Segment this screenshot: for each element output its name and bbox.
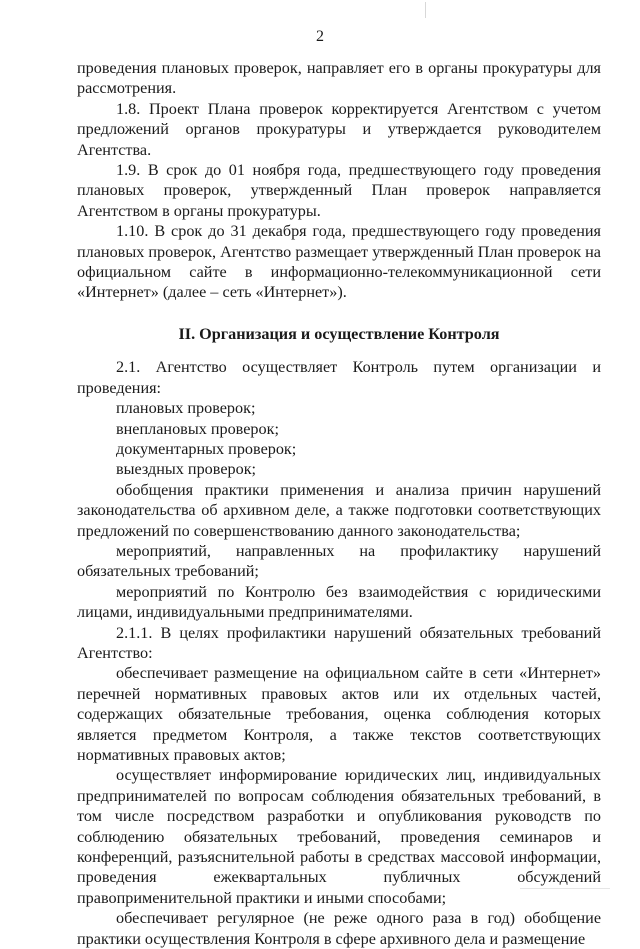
paragraph-1-10: 1.10. В срок до 31 декабря года, предшествующего году проведения плановых проверок, Агентство размещает утвержденный План проверок на официальном сайте в информационно-телекоммуникационной сети «Интернет» (далее – сеть «Интернет»). bbox=[77, 222, 601, 302]
paragraph-1-8: 1.8. Проект Плана проверок корректируется Агентством с учетом предложений органов прокуратуры и утверждается руководителем Агентства. bbox=[77, 99, 601, 159]
paragraph-1-9: 1.9. В срок до 01 ноября года, предшествующего году проведения плановых проверок, утвержденный План проверок направляется Агентством в органы прокуратуры. bbox=[77, 161, 601, 220]
list-item-unplanned: внеплановых проверок; bbox=[116, 419, 279, 438]
document-body bbox=[77, 58, 601, 949]
list-item-onsite: выездных проверок; bbox=[116, 460, 257, 479]
paragraph-2-1: 2.1. Агентство осуществляет Контроль путем организации и проведения: bbox=[77, 358, 601, 397]
page-number: 2 bbox=[316, 28, 324, 45]
section-heading: II. Организация и осуществление Контроля bbox=[178, 324, 500, 343]
paragraph-2-1-1: 2.1.1. В целях профилактики нарушений обязательных требований Агентство: bbox=[77, 623, 601, 662]
paragraph-prevention-measures: мероприятий, направленных на профилактику нарушений обязательных требований; bbox=[77, 541, 601, 581]
list-item-planned: плановых проверок; bbox=[116, 399, 256, 418]
list-item-documentary: документарных проверок; bbox=[116, 439, 297, 458]
scan-artifact-bottom bbox=[520, 888, 610, 889]
scan-artifact-top bbox=[425, 2, 426, 18]
paragraph-regular-generalization: обеспечивает регулярное (не реже одного раза в год) обобщение практики осуществления Контроля в сфере архивного дела и размещение bbox=[77, 909, 601, 948]
paragraph-practice-generalization: обобщения практики применения и анализа причин нарушений законодательства об архивном деле, а также подготовки соответствующих предложений по совершенствованию данного законодательства; bbox=[77, 480, 601, 540]
paragraph-continuation: проведения плановых проверок, направляет его в органы прокуратуры для рассмотрения. bbox=[77, 59, 601, 98]
paragraph-control-without-interaction: мероприятий по Контролю без взаимодействия с юридическими лицами, индивидуальными предпринимателями. bbox=[77, 582, 601, 622]
paragraph-publishing-acts: обеспечивает размещение на официальном сайте в сети «Интернет» перечней нормативных правовых актов или их отдельных частей, содержащих обязательные требования, оценка соблюдения которых является предметом Контроля, а также текстов соответствующих нормативных правовых актов; bbox=[77, 664, 601, 764]
paragraph-informing: осуществляет информирование юридических лиц, индивидуальных предпринимателей по вопросам соблюдения обязательных требований, в том числе посредством разработки и опубликования руководств по соблюдению обязательных требований, проведения семинаров и конференций, разъяснительной работы в средствах массовой информации, проведения ежеквартальных публичных обсуждений правоприменительной практики и иными способами; bbox=[77, 766, 601, 907]
